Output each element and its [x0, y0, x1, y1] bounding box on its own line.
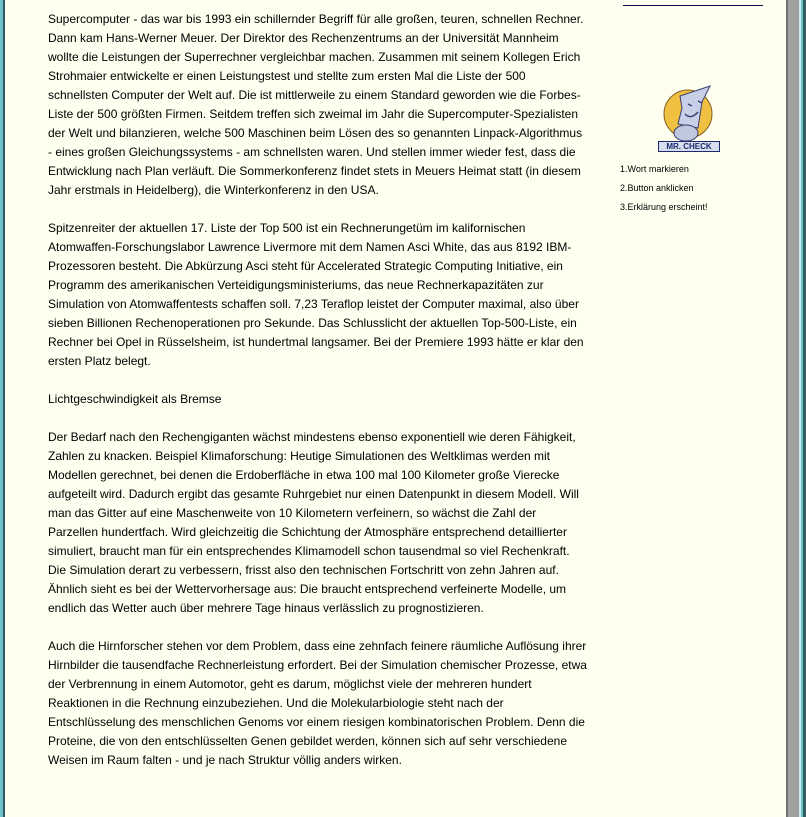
mr-check-mascot-icon [658, 84, 720, 142]
instruction-step: 2.Button anklicken [620, 183, 694, 193]
article-paragraph: Supercomputer - das war bis 1993 ein schillernder Begriff für alle großen, teuren, schnellen Rechner. Dann kam Hans-Werner Meuer. Der Direktor des Rechenzentrums an der Universität Mannheim wollte die Leistungen der Superrechner vergleichbar machen. Zusammen mit seinem Kollegen Erich Strohmaier entwickelte er einen Leistungstest und stellte zum ersten Mal die Liste der 500 schnellsten Computer der Welt auf. Die ist mittlerweile zu einem Standard geworden wie die Forbes-Liste der 500 größten Firmen. Seitdem treffen sich zweimal im Jahr die Supercomputer-Spezialisten der Welt und bilanzieren, welche 500 Maschinen beim Lösen des so genannten Linpack-Algorithmus - eines großen Gleichungssystems - am schnellsten waren. Und stellen immer wieder fest, dass die Entwicklung nach Plan verläuft. Die Sommerkonferenz findet stets in Meuers Heimat statt (in diesem Jahr erstmals in Heidelberg), die Winterkonferenz in den USA. [48, 12, 584, 197]
sidebar-divider [623, 5, 763, 6]
mr-check-label: MR. CHECK [658, 141, 720, 152]
article-subheading: Lichtgeschwindigkeit als Bremse [48, 392, 222, 406]
article-body [48, 10, 588, 789]
instructions-list [620, 162, 708, 219]
article-paragraph: Spitzenreiter der aktuellen 17. Liste der Top 500 ist ein Rechnerungetüm im kalifornischen Atomwaffen-Forschungslabor Lawrence Livermore mit dem Namen Asci White, das aus 8192 IBM-Prozessoren besteht. Die Abkürzung Asci steht für Accelerated Strategic Computing Initiative, ein Programm des amerikanischen Verteidigungsministeriums, das neue Rechnerkapazitäten zur Simulation von Atomwaffentests schaffen soll. 7,23 Teraflop leistet der Computer maximal, also über sieben Billionen Rechenoperationen pro Sekunde. Das Schlusslicht der aktuellen Top-500-Liste, ein Rechner bei Opel in Rüsselsheim, ist hundertmal langsamer. Bei der Premiere 1993 hätte er klar den ersten Platz belegt. [48, 221, 584, 368]
vertical-scrollbar[interactable] [788, 0, 799, 817]
window-left-border [0, 0, 5, 817]
article-paragraph: Der Bedarf nach den Rechengiganten wächst mindestens ebenso exponentiell wie deren Fähigkeit, Zahlen zu knacken. Beispiel Klimaforschung: Heutige Simulationen des Weltklimas werden mit Modellen gerechnet, bei denen die Erdoberfläche in etwa 100 mal 100 Kilometer große Vierecke aufgeteilt wird. Dadurch ergibt das gesamte Ruhrgebiet nur einen Datenpunkt in diesem Modell. Will man das Gitter auf eine Maschenweite von 10 Kilometern verfeinern, so wächst die Zahl der Parzellen hundertfach. Wird gleichzeitig die Schichtung der Atmosphäre entsprechend detaillierter simuliert, braucht man für ein entsprechendes Klimamodell schon tausendmal so viel Rechenkraft. Die Simulation derart zu verbessern, frisst also den technischen Fortschritt von zehn Jahren auf. Ähnlich sieht es bei der Wettervorhersage aus: Die braucht entsprechend verfeinerte Modelle, um endlich das Wetter auch über mehrere Tage hinaus verlässlich zu prognostizieren. [48, 430, 579, 615]
instruction-step: 1.Wort markieren [620, 164, 689, 174]
mr-check-button[interactable] [658, 84, 720, 154]
article-paragraph: Auch die Hirnforscher stehen vor dem Problem, dass eine zehnfach feinere räumliche Auflösung ihrer Hirnbilder die tausendfache Rechnerleistung erfordert. Bei der Simulation chemischer Prozesse, etwa der Verbrennung in einem Automotor, geht es darum, möglichst viele der mehreren hundert Reaktionen in die Rechnung einzubeziehen. Und die Molekularbiologie steht nach der Entschlüsselung des menschlichen Genoms vor einem riesigen kombinatorischen Problem. Denn die Proteine, die von den entschlüsselten Genen gebildet werden, können sich auf sehr verschiedene Weisen im Raum falten - und je nach Struktur völlig anders wirken. [48, 639, 587, 767]
instruction-step: 3.Erklärung erscheint! [620, 202, 708, 212]
window-right-border [799, 0, 806, 817]
